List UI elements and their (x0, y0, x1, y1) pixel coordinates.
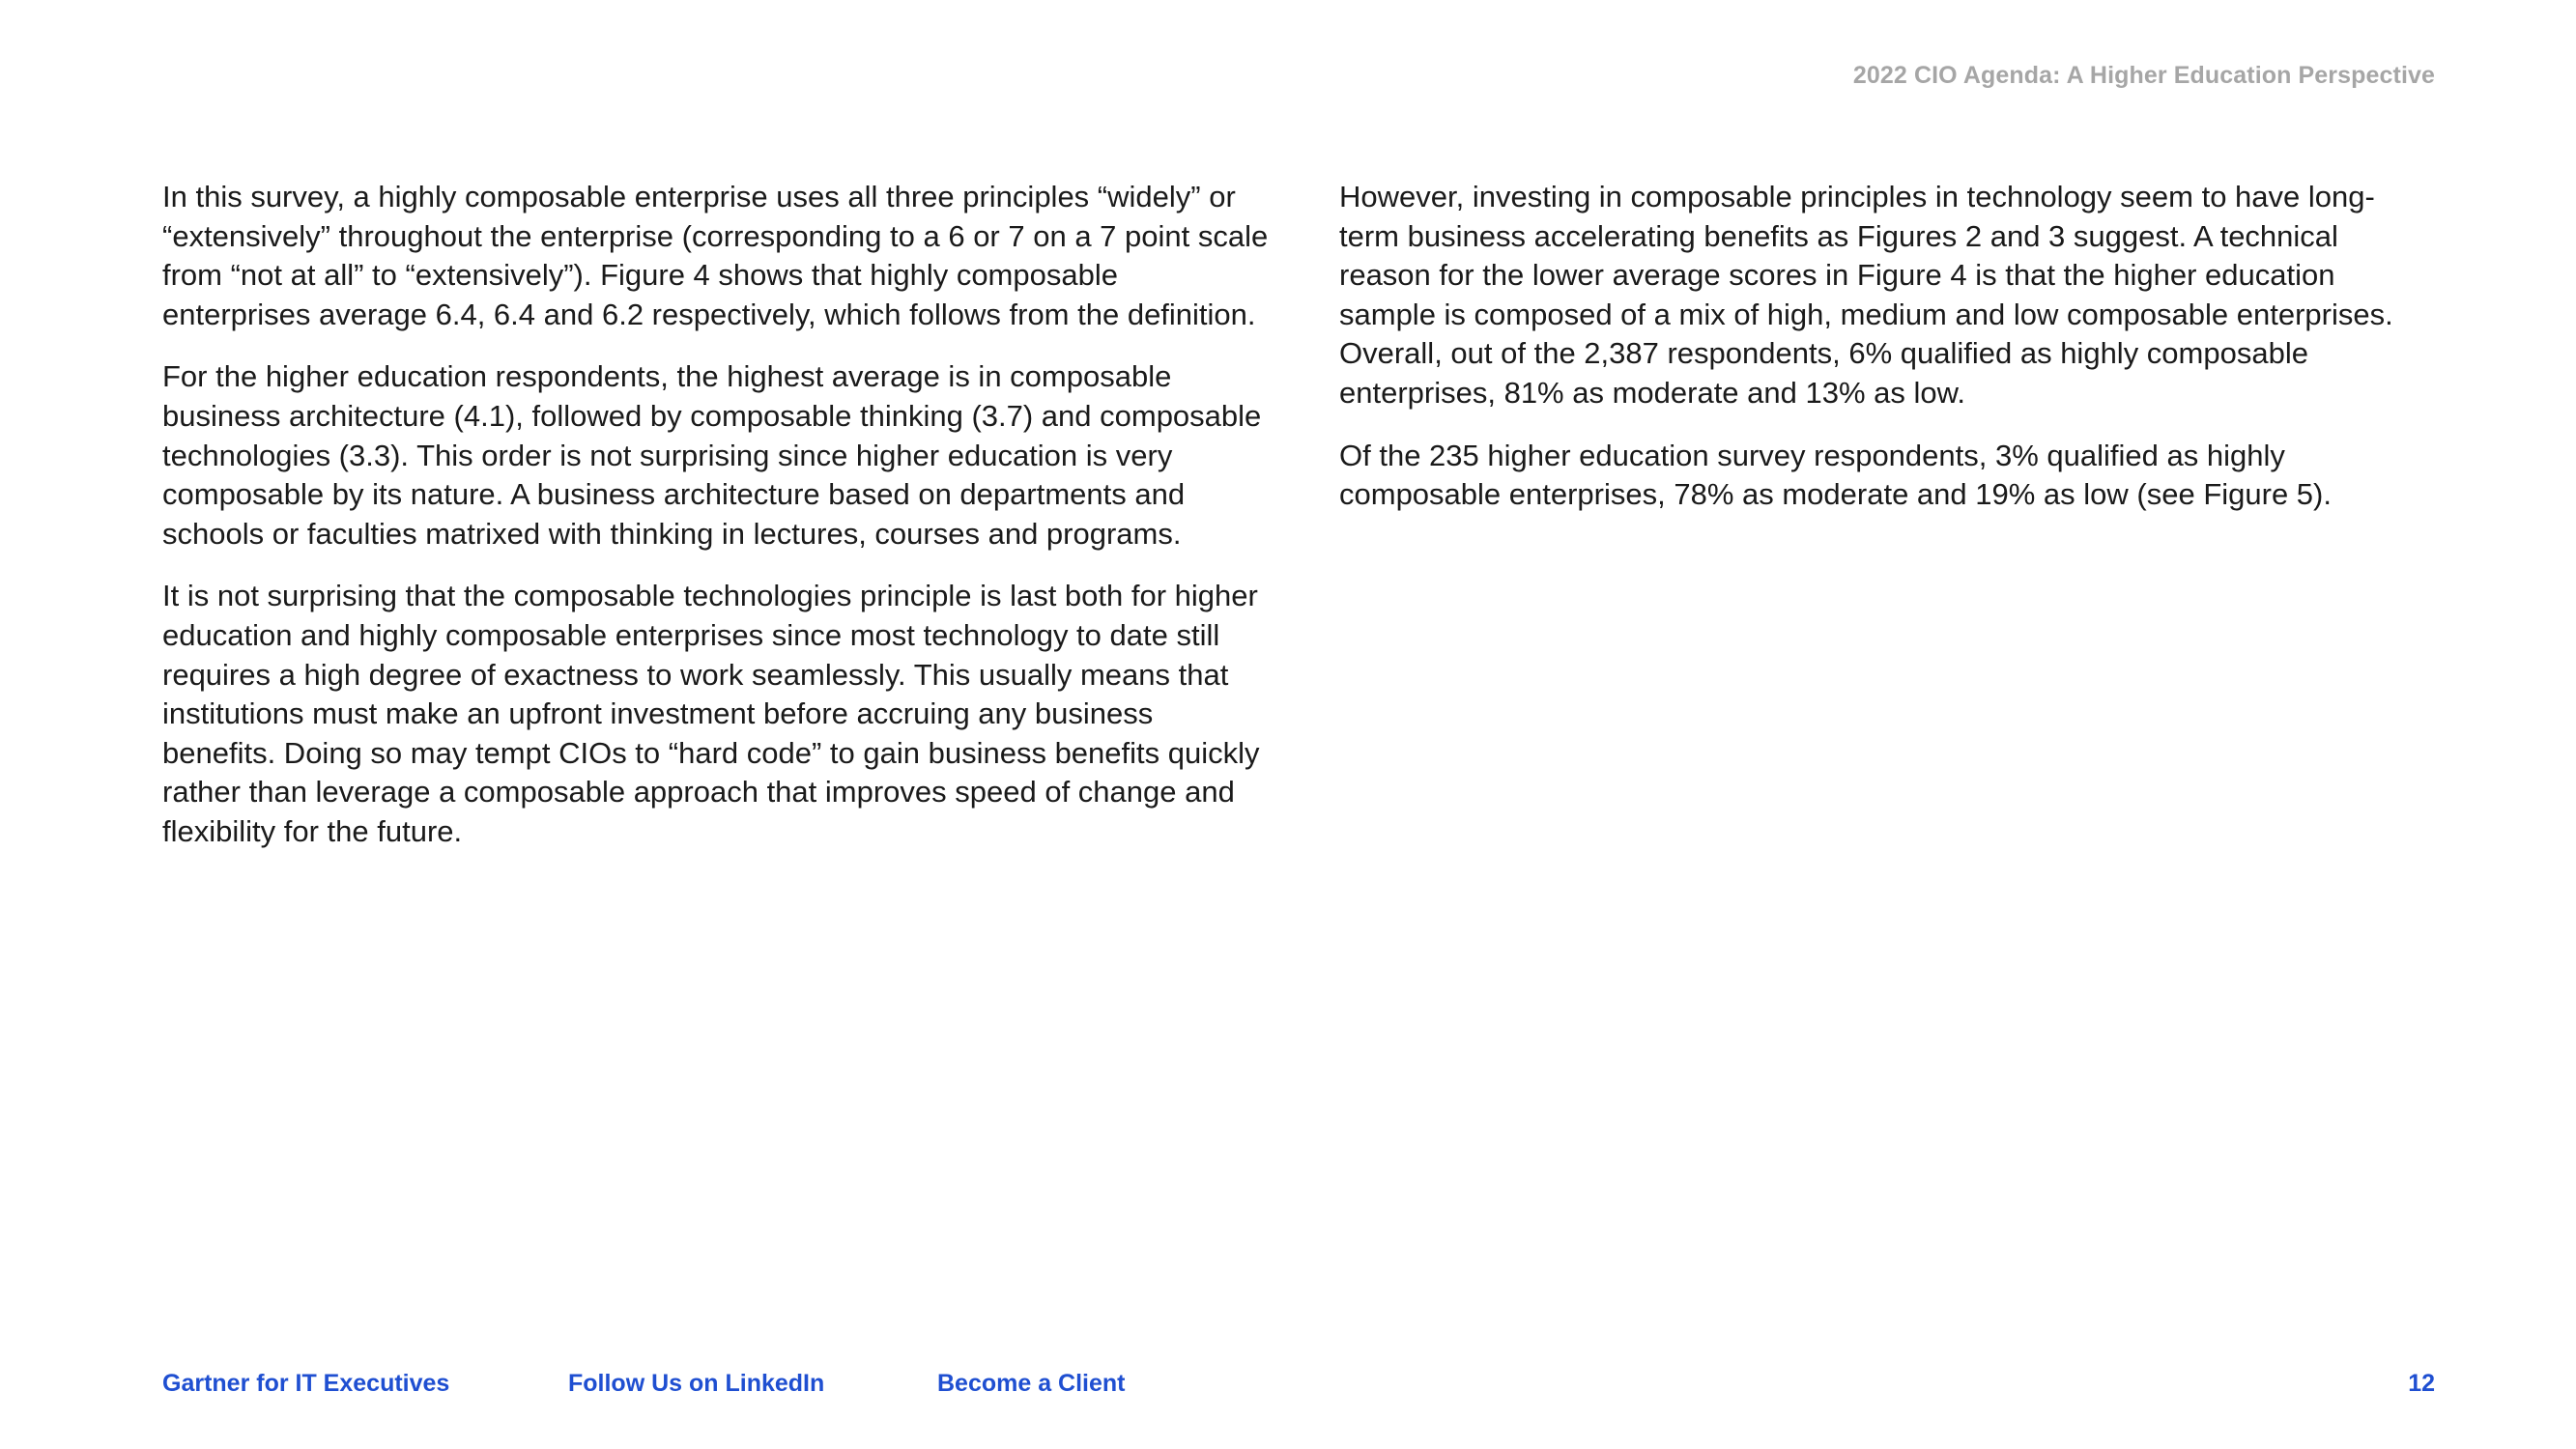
right-text-column (1339, 178, 2431, 538)
paragraph-respondent-breakdown: Of the 235 higher education survey respondents, 3% qualified as highly composable enterprises, 78% as moderate and 19% as low (see Figure 5). (1339, 438, 2332, 512)
follow-us-on-linkedin-link[interactable]: Follow Us on LinkedIn (568, 1370, 825, 1397)
paragraph-higher-ed-averages: For the higher education respondents, the highest average is in composable business architecture (4.1), followed by composable thinking (3.7) and composable technologies (3.3). This order is not surprising since higher education is very composable by its nature. A business architecture based on departments and schools or faculties matrixed with thinking in lectures, courses and programs. (162, 359, 1262, 551)
left-text-column (162, 178, 1274, 875)
paragraph-technical-reason: However, investing in composable principles in technology seem to have long-term business accelerating benefits as Figures 2 and 3 suggest. A technical reason for the lower average scores in Figure 4 is that the higher education sample is composed of a mix of high, medium and low composable enterprises. Overall, out of the 2,387 respondents, 6% qualified as highly composable enterprises, 81% as moderate and 13% as low. (1339, 180, 2393, 410)
paragraph-composable-technologies: It is not surprising that the composable technologies principle is last both for higher education and highly composable enterprises since most technology to date still requires a high degree of exactness to work seamlessly. This usually means that institutions must make an upfront investment before accruing any business benefits. Doing so may tempt CIOs to “hard code” to gain business benefits quickly rather than leverage a composable approach that improves speed of change and flexibility for the future. (162, 579, 1260, 848)
page-footer (0, 1370, 2576, 1405)
document-header-title: 2022 CIO Agenda: A Higher Education Perspective (1852, 62, 2435, 89)
page-number: 12 (2408, 1370, 2435, 1397)
become-a-client-link[interactable]: Become a Client (937, 1370, 1126, 1397)
paragraph-definition: In this survey, a highly composable enterprise uses all three principles “widely” or “extensively” throughout the enterprise (corresponding to a 6 or 7 on a 7 point scale from “not at all” to “extensively”). Figure 4 shows that highly composable enterprises average 6.4, 6.4 and 6.2 respectively, which follows from the definition. (162, 180, 1269, 331)
gartner-for-it-executives-link[interactable]: Gartner for IT Executives (162, 1370, 450, 1397)
